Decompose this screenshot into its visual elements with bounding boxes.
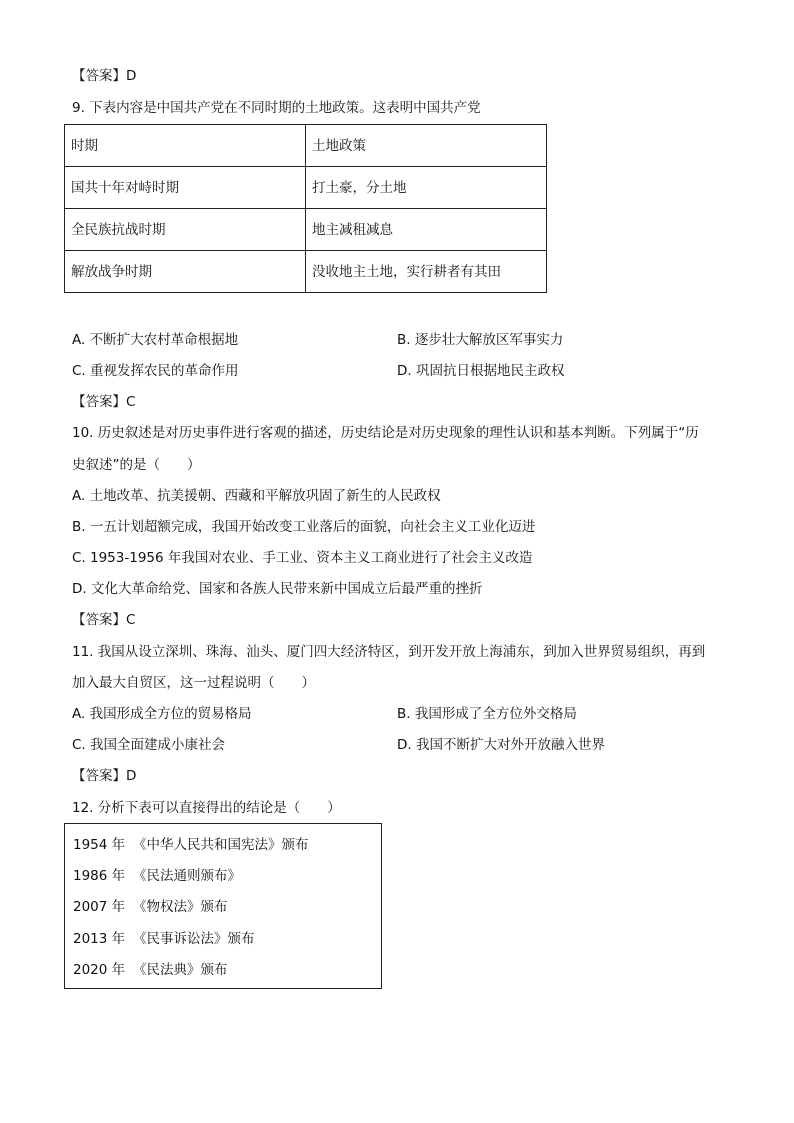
q9-option-c: C. 重视发挥农民的革命作用 [72,363,239,379]
law-event: 《民法通则颁布》 [133,868,241,884]
table-cell: 国共十年对峙时期 [65,167,306,209]
law-event: 《民法典》颁布 [133,962,228,978]
table-cell: 解放战争时期 [65,251,306,293]
answer-value: C [126,394,136,410]
law-event: 《中华人民共和国宪法》颁布 [133,837,309,853]
q10-option-a: A. 土地改革、抗美援朝、西藏和平解放巩固了新生的人民政权 [72,488,441,504]
law-entry [73,961,228,979]
table-cell: 打土豪，分土地 [306,167,547,209]
law-entry [73,930,255,948]
answer-label: 【答案】 [72,394,126,410]
answer-label: 【答案】 [72,612,126,628]
land-policy-table [64,124,547,293]
q10-stem-line2: 史叙述”的是（ ） [72,457,201,473]
law-year: 1986 年 [73,868,126,884]
law-timeline-box [64,823,382,989]
answer-value: D [126,68,137,84]
q11-option-c: C. 我国全面建成小康社会 [72,737,226,753]
table-cell: 没收地主土地，实行耕者有其田 [306,251,547,293]
q9-stem: 9. 下表内容是中国共产党在不同时期的土地政策。这表明中国共产党 [72,100,481,116]
table-header-cell: 土地政策 [306,125,547,167]
answer-label: 【答案】 [72,768,126,784]
q12-stem: 12. 分析下表可以直接得出的结论是（ ） [72,800,341,816]
answer-label: 【答案】 [72,68,126,84]
table-row [65,251,547,293]
q10-stem-line1: 10. 历史叙述是对历史事件进行客观的描述，历史结论是对历史现象的理性认识和基本判断。下列属于“历 [72,425,699,441]
q11-stem-line2: 加入最大自贸区，这一过程说明（ ） [72,675,315,691]
law-year: 2007 年 [73,899,126,915]
q9-option-b: B. 逐步壮大解放区军事实力 [397,332,564,348]
law-entry [73,898,228,916]
q10-answer [72,611,135,629]
q11-stem-line1: 11. 我国从设立深圳、珠海、汕头、厦门四大经济特区，到开发开放上海浦东，到加入世界贸易组织，再到 [72,644,706,660]
q10-option-b: B. 一五计划超额完成，我国开始改变工业落后的面貌，向社会主义工业化迈进 [72,519,536,535]
q10-option-d: D. 文化大革命给党、国家和各族人民带来新中国成立后最严重的挫折 [72,581,483,597]
law-event: 《物权法》颁布 [133,899,228,915]
q9-answer [72,393,135,411]
q9-option-a: A. 不断扩大农村革命根据地 [72,332,239,348]
q11-option-d: D. 我国不断扩大对外开放融入世界 [397,737,605,753]
q11-option-b: B. 我国形成了全方位外交格局 [397,706,577,722]
q8-answer [72,67,136,85]
table-header-row [65,125,547,167]
law-event: 《民事诉讼法》颁布 [133,931,255,947]
answer-value: D [126,768,137,784]
q9-option-d: D. 巩固抗日根据地民主政权 [397,363,565,379]
answer-value: C [126,612,136,628]
law-year: 2013 年 [73,931,126,947]
law-entry [73,867,241,885]
table-cell: 全民族抗战时期 [65,209,306,251]
table-row [65,209,547,251]
table-row [65,167,547,209]
law-entry [73,836,309,854]
table-cell: 地主减租减息 [306,209,547,251]
law-year: 2020 年 [73,962,126,978]
q10-option-c: C. 1953-1956 年我国对农业、手工业、资本主义工商业进行了社会主义改造 [72,550,533,566]
q11-option-a: A. 我国形成全方位的贸易格局 [72,706,252,722]
law-year: 1954 年 [73,837,126,853]
table-header-cell: 时期 [65,125,306,167]
q11-answer [72,767,136,785]
